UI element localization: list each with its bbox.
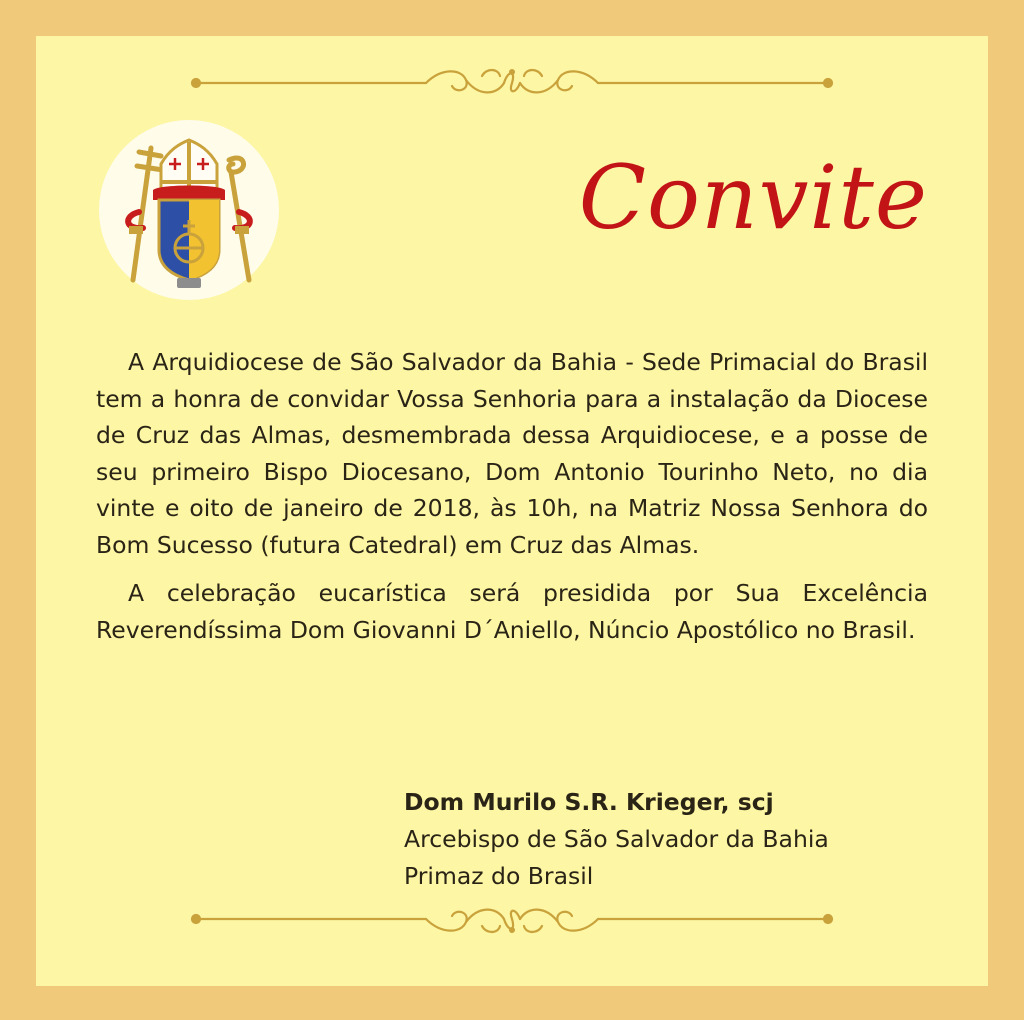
emblem-badge xyxy=(99,120,279,300)
top-ornament-icon xyxy=(186,66,838,100)
signatory-name: Dom Murilo S.R. Krieger, scj xyxy=(404,788,774,816)
invitation-title: Convite xyxy=(578,146,928,249)
bottom-ornament-icon xyxy=(186,902,838,936)
body-paragraph: A celebração eucarística será presidida por Sua Excelência Reverendíssima Dom Giovanni D´Aniello, Núncio Apostólico no Brasil. xyxy=(96,579,928,644)
signatory-title-secondary: Primaz do Brasil xyxy=(404,862,594,890)
invitation-card xyxy=(36,36,988,986)
invitation-body xyxy=(96,344,928,660)
body-paragraph: A Arquidiocese de São Salvador da Bahia - Sede Primacial do Brasil tem a honra de convidar Vossa Senhoria para a instalação da Diocese de Cruz das Almas, desmembrada dessa Arquidiocese, e a posse de seu primeiro Bispo Diocesano, Dom Antonio Tourinho Neto, no dia vinte e oito de janeiro de 2018, às 10h, na Matriz Nossa Senhora do Bom Sucesso (futura Catedral) em Cruz das Almas. xyxy=(96,348,928,559)
signature-block xyxy=(404,784,829,895)
signatory-title: Arcebispo de São Salvador da Bahia xyxy=(404,825,829,853)
archdiocese-coat-of-arms-icon xyxy=(99,120,279,300)
